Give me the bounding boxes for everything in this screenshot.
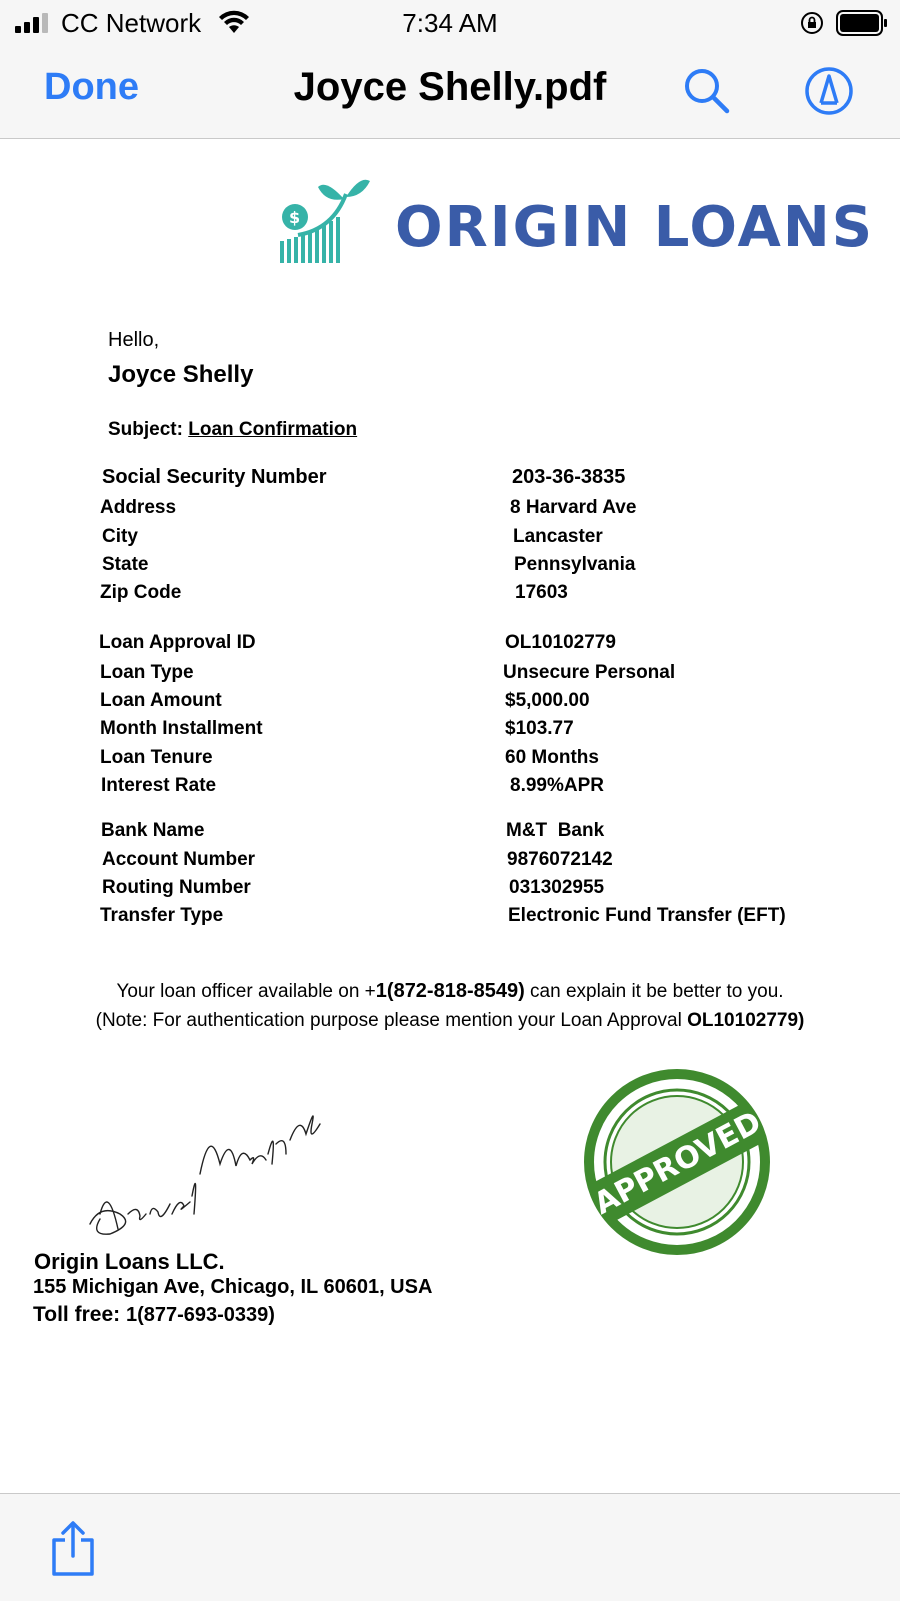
- loan-type-label: Loan Type: [100, 662, 194, 683]
- routing-number-value: 031302955: [509, 877, 605, 898]
- bank-name-value: M&T Bank: [506, 820, 605, 841]
- loan-officer-note: Your loan officer available on +1(872-818-8549) can explain it be better to you.: [116, 980, 784, 1002]
- routing-number-label: Routing Number: [102, 877, 251, 898]
- toll-free-number: 1(877-693-0339): [125, 1304, 275, 1326]
- toll-free-line: Toll free: 1(877-693-0339): [33, 1303, 275, 1326]
- approved-stamp: [582, 1067, 772, 1257]
- bank-name-label: Bank Name: [101, 820, 205, 841]
- tenure-label: Loan Tenure: [100, 747, 213, 768]
- status-bar: [0, 0, 900, 46]
- zip-label: Zip Code: [100, 582, 182, 603]
- orientation-lock-icon: [800, 11, 824, 35]
- interest-rate-value: 8.99%APR: [510, 775, 604, 796]
- address-value: 8 Harvard Ave: [510, 497, 637, 518]
- done-button[interactable]: Done: [44, 66, 139, 108]
- state-value: Pennsylvania: [514, 554, 636, 575]
- document-title: Joyce Shelly.pdf: [293, 65, 607, 109]
- tenure-value: 60 Months: [505, 747, 599, 768]
- interest-rate-label: Interest Rate: [101, 775, 217, 796]
- zip-value: 17603: [515, 582, 568, 603]
- ssn-label: Social Security Number: [102, 466, 327, 488]
- company-name: Origin Loans LLC.: [34, 1249, 225, 1274]
- city-label: City: [102, 526, 138, 547]
- recipient-name: Joyce Shelly: [108, 361, 254, 388]
- loan-type-value: Unsecure Personal: [503, 662, 676, 683]
- loan-officer-phone: 1(872-818-8549): [375, 980, 525, 1002]
- svg-text:$: $: [289, 208, 301, 227]
- account-number-value: 9876072142: [507, 849, 613, 870]
- account-number-label: Account Number: [102, 849, 256, 870]
- address-label: Address: [100, 497, 177, 518]
- greeting: Hello,: [108, 329, 160, 351]
- transfer-type-value: Electronic Fund Transfer (EFT): [508, 905, 786, 926]
- subject-value: Loan Confirmation: [188, 419, 358, 440]
- stamp-text: APPROVED: [588, 1104, 767, 1222]
- company-address: 155 Michigan Ave, Chicago, IL 60601, USA: [33, 1276, 433, 1298]
- share-icon[interactable]: [48, 1520, 98, 1578]
- installment-label: Month Installment: [100, 718, 263, 739]
- pdf-page[interactable]: [0, 139, 900, 1493]
- logo-wordmark: ORIGIN LOANS: [395, 195, 875, 260]
- subject-line: [108, 419, 357, 441]
- battery-icon: [836, 10, 888, 36]
- state-label: State: [102, 554, 149, 575]
- markup-icon[interactable]: [804, 66, 854, 116]
- loan-id-value: OL10102779: [505, 632, 616, 653]
- loan-amount-label: Loan Amount: [100, 690, 222, 711]
- plant-growth-icon: [280, 180, 370, 263]
- loan-id-label: Loan Approval ID: [99, 632, 256, 653]
- bottom-toolbar: [0, 1493, 900, 1601]
- loan-amount-value: $5,000.00: [505, 690, 590, 711]
- search-icon[interactable]: [682, 66, 732, 116]
- city-value: Lancaster: [513, 526, 603, 547]
- clock: 7:34 AM: [402, 8, 498, 38]
- signature-image: [80, 1064, 350, 1244]
- nav-bar: [0, 46, 900, 139]
- installment-value: $103.77: [505, 718, 574, 739]
- transfer-type-label: Transfer Type: [100, 905, 224, 926]
- subject-label: Subject:: [108, 419, 183, 440]
- carrier-name: CC Network: [61, 8, 202, 38]
- ssn-value: 203-36-3835: [512, 466, 626, 488]
- authentication-note: (Note: For authentication purpose please mention your Loan Approval OL10102779): [95, 1010, 805, 1031]
- approval-id-note: OL10102779): [687, 1010, 805, 1031]
